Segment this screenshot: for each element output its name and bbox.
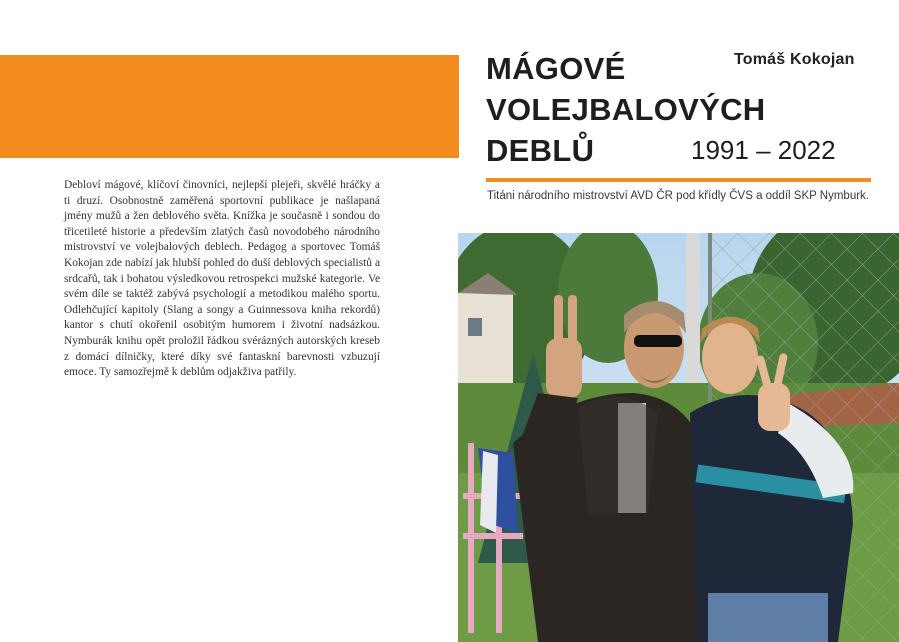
author-name: Tomáš Kokojan (734, 51, 855, 68)
book-subtitle: Titáni národního mistrovství AVD ČR pod křídly ČVS a oddíl SKP Nymburk. (487, 190, 869, 202)
book-blurb: Debloví mágové, klíčoví činovníci, nejlepší plejeři, skvělé hráčky a ti druzí. Osobnostně zaměřená sportovní publikace je našlapaná jmény mužů a žen deblového světa. Knížka je současně i sondou do třicetileté historie a především zlatých časů novodobého národního mistrovství ve volejbalových deblech. Pedagog a sportovec Tomáš Kokojan zde nabízí jak hlubší pohled do duší deblových specialistů a srdcařů, tak i bohatou výsledkovou retrospekci mužské kategorie. Ve svém díle se taktéž zabývá psychologií a metodikou malého sportu. Odlehčující kapitoly (Slang a songy a Guinnessova kniha rekordů) kantor s chutí okořenil osobitým humorem i životní nadsázkou. Nymburák knihu opět proložil řádkou svérázných autorských kreseb z domácí dílničky, které díky své fantaskní barevnosti vzbuzují emoce. Ty samozřejmě k deblům odjakživa patřily. (64, 179, 380, 379)
cover-photo-illustration (458, 233, 899, 642)
title-line-3: DEBLŮ (486, 133, 595, 168)
cover-photo (458, 233, 899, 642)
year-range: 1991 – 2022 (691, 135, 836, 165)
title-line-2: VOLEJBALOVÝCH (486, 92, 766, 127)
title-line-1: MÁGOVÉ (486, 51, 626, 86)
orange-accent-band (0, 55, 459, 158)
orange-divider (486, 178, 871, 182)
